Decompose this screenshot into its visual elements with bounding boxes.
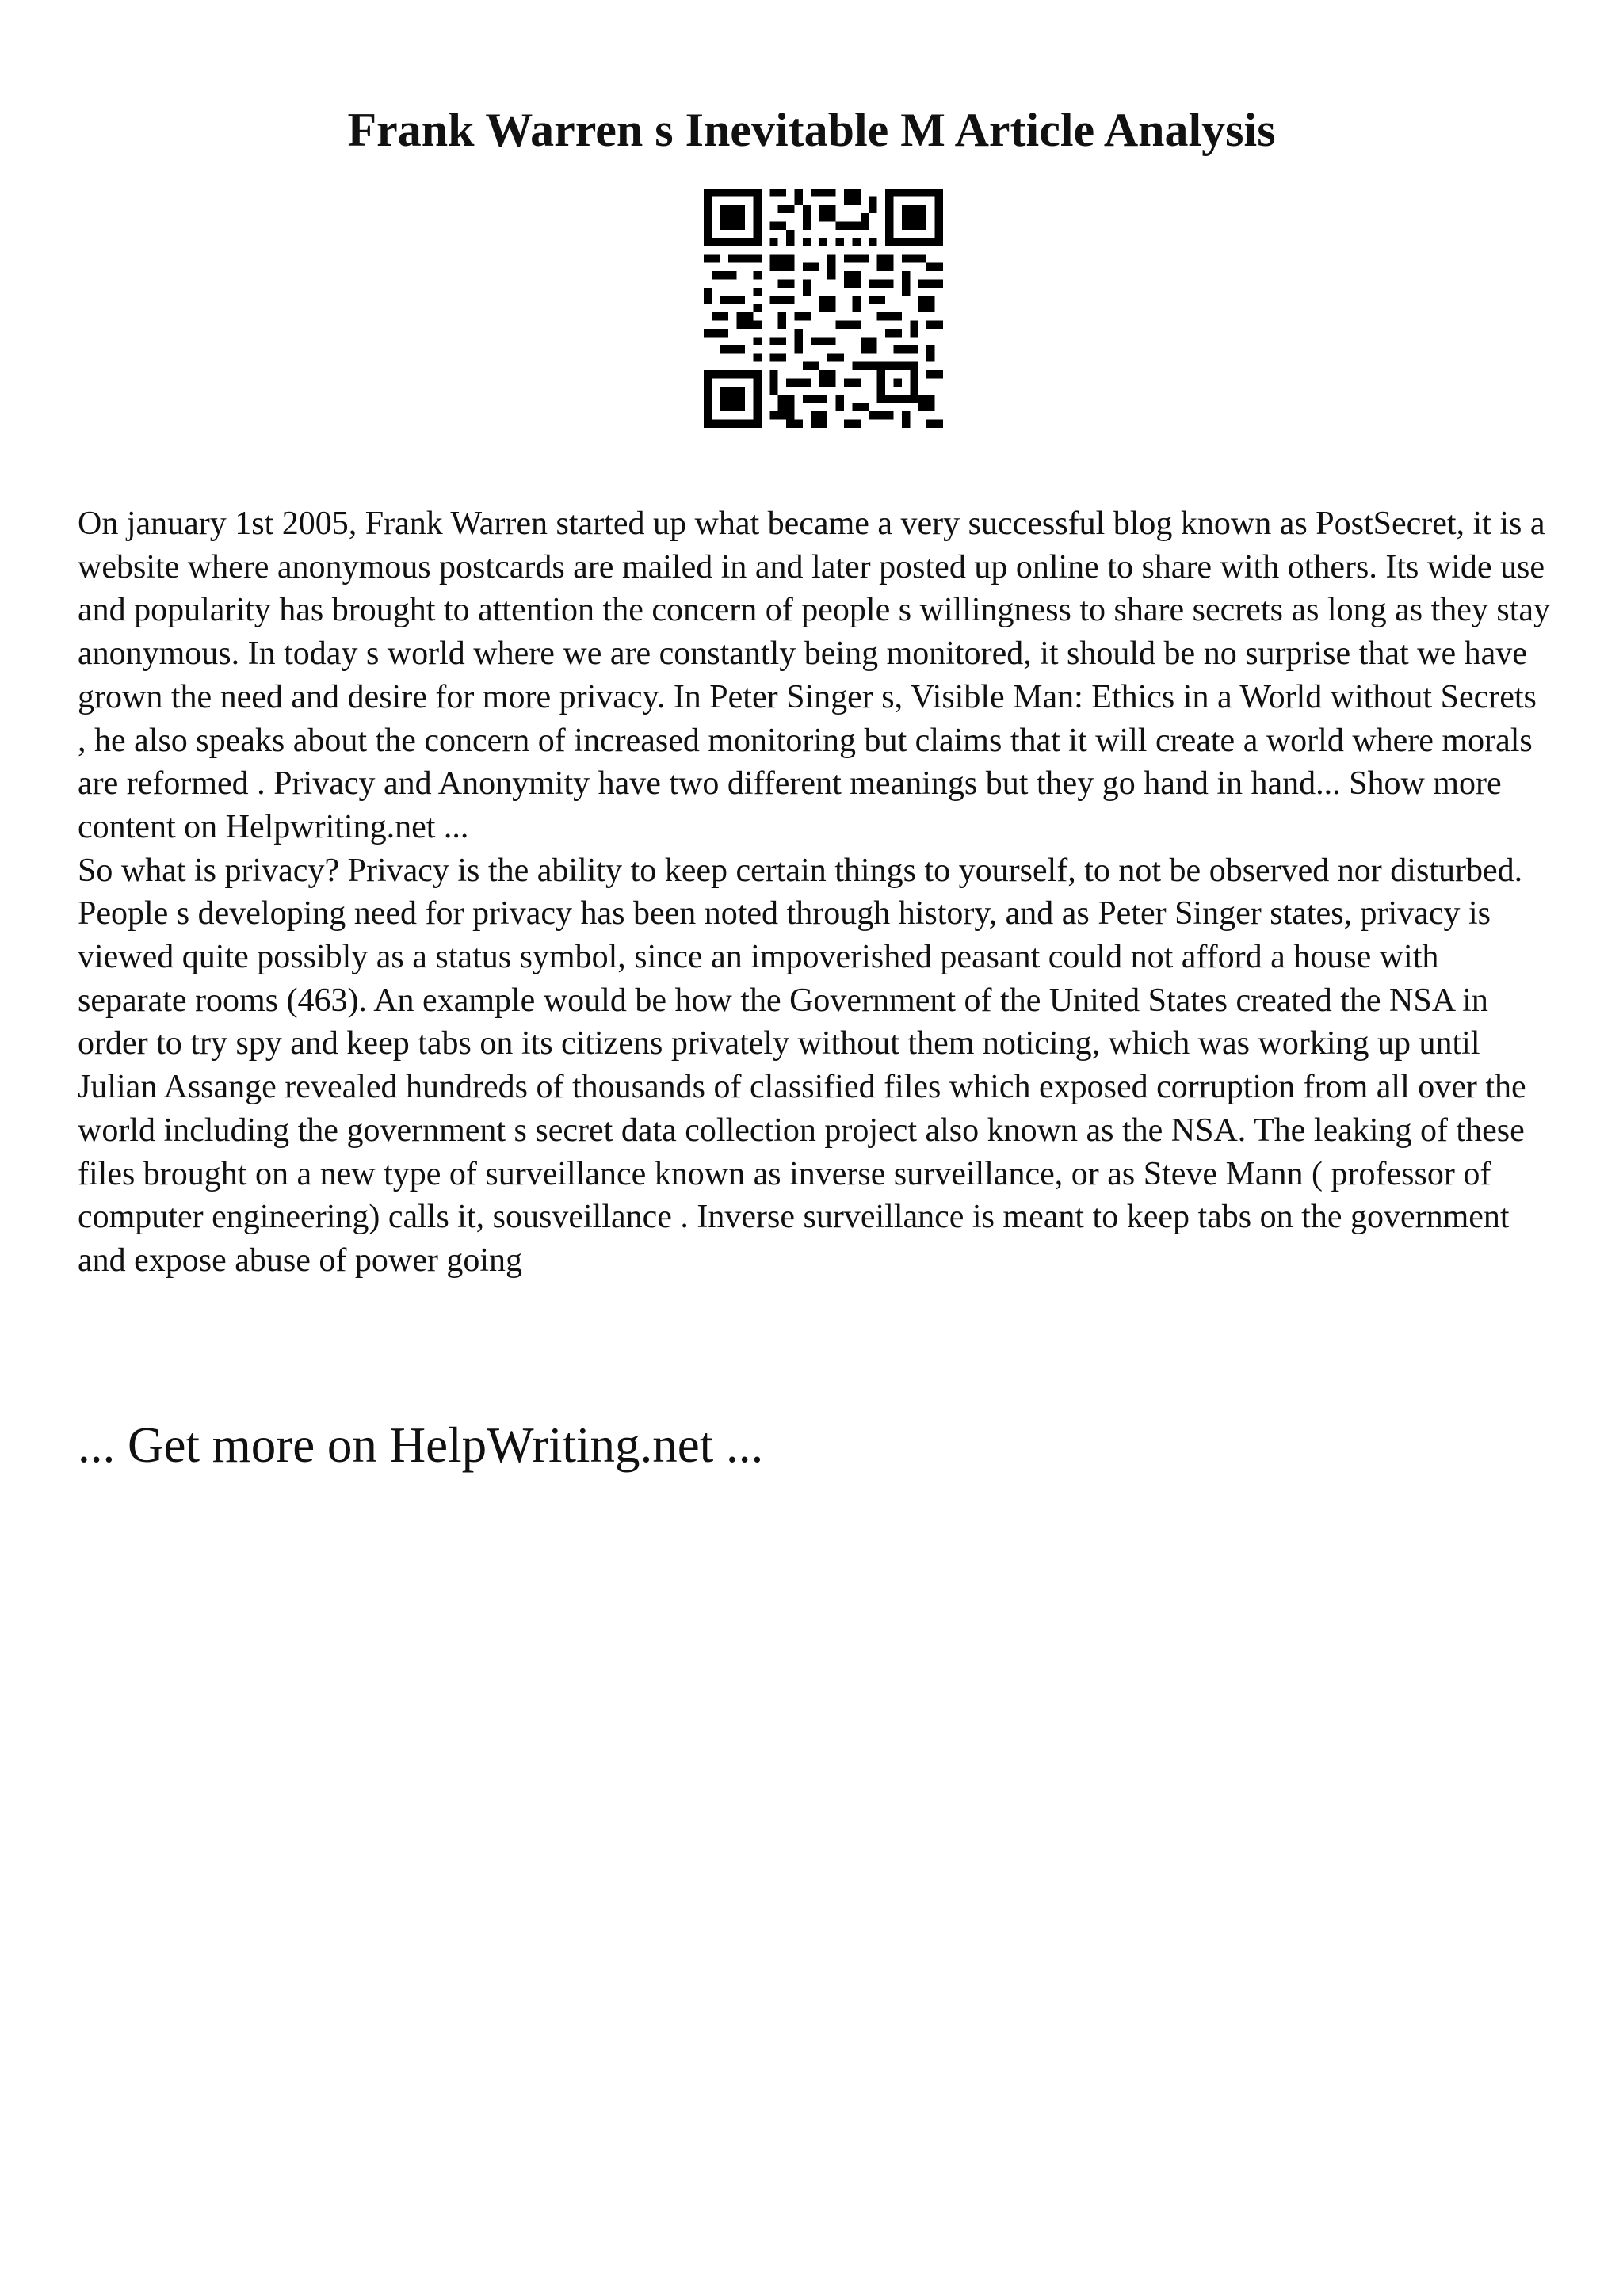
- article-paragraph-1: On january 1st 2005, Frank Warren started up what became a very successful blog known as PostSecret, it is a website where anonymous postcards are mailed in and later posted up online to share with others. Its wide use and popularity has brought to attention the concern of people s willingness to share secrets as long as they stay anonymous. In today s world where we are constantly being monitored, it should be no surprise that we have grown the need and desire for more privacy. In Peter Singer s, Visible Man: Ethics in a World without Secrets , he also speaks about the concern of increased monitoring but claims that it will create a world where morals are reformed . Privacy and Anonymity have two different meanings but they go hand in hand... Show more content on Helpwriting.net ...: [78, 505, 1551, 845]
- article-paragraph-2: So what is privacy? Privacy is the ability to keep certain things to yourself, to not be observed nor disturbed. People s developing need for privacy has been noted through history, and as Peter Singer states, privacy is viewed quite possibly as a status symbol, since an impoverished peasant could not afford a house with separate rooms (463). An example would be how the Government of the United States created the NSA in order to try spy and keep tabs on its citizens privately without them noticing, which was working up until Julian Assange revealed hundreds of thousands of classified files which exposed corruption from all over the world including the government s secret data collection project also known as the NSA. The leaking of these files brought on a new type of surveillance known as inverse surveillance, or as Steve Mann ( professor of computer engineering) calls it, sousveillance . Inverse surveillance is meant to keep tabs on the government and expose abuse of power going: [78, 852, 1526, 1279]
- get-more-link[interactable]: ... Get more on HelpWriting.net ...: [78, 1417, 764, 1473]
- page-title: Frank Warren s Inevitable M Article Analysis: [347, 104, 1276, 156]
- article-body: [78, 502, 1552, 1283]
- qr-code-icon: [704, 189, 943, 428]
